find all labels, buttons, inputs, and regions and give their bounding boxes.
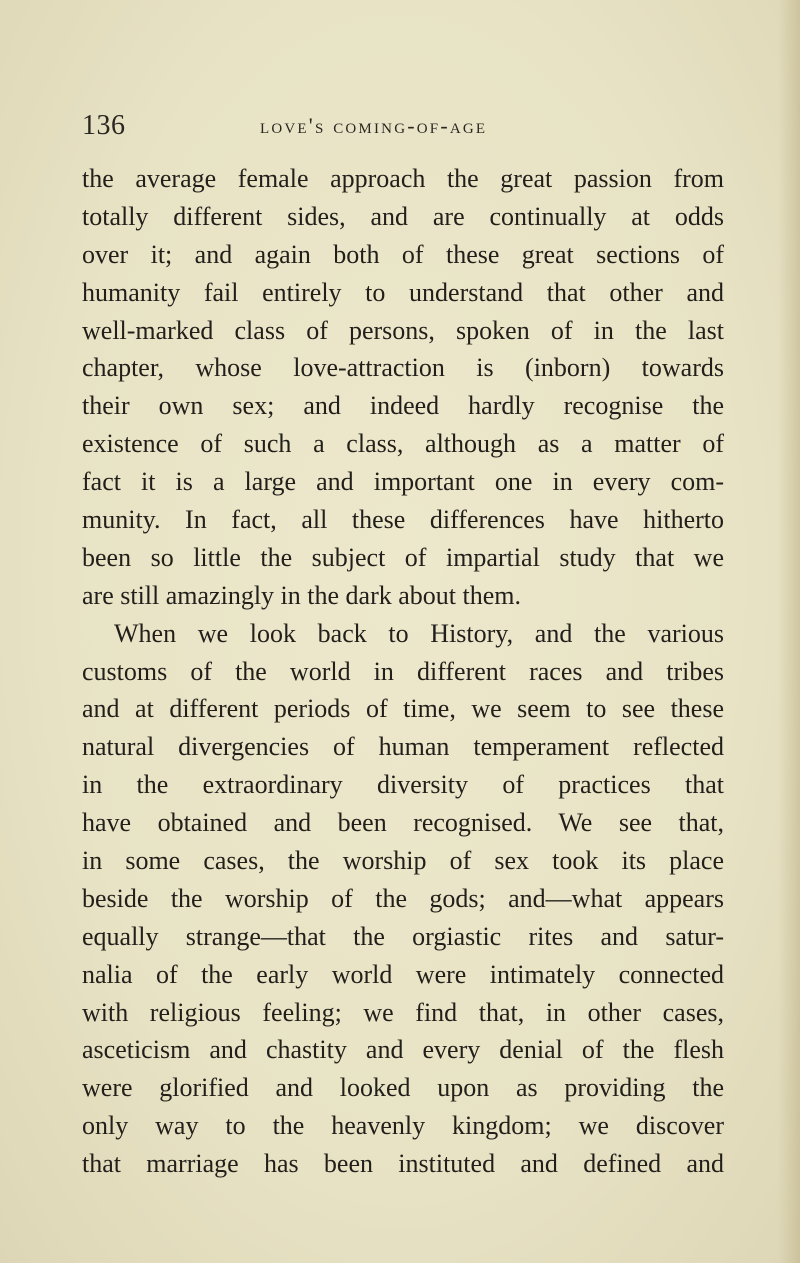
text-line: were glorified and looked upon as providing the bbox=[82, 1073, 724, 1103]
text-line: the average female approach the great passion from bbox=[82, 164, 724, 193]
text-line: in the extraordinary diversity of practices that bbox=[82, 770, 724, 800]
body-text bbox=[82, 160, 724, 1183]
page-edge-shadow bbox=[778, 0, 800, 1263]
text-line: munity. In fact, all these differences have hitherto bbox=[82, 505, 724, 535]
text-line: and at different periods of time, we seem to see these bbox=[82, 694, 724, 724]
text-line: beside the worship of the gods; and—what appears bbox=[82, 883, 724, 913]
text-line: their own sex; and indeed hardly recognise the bbox=[82, 391, 724, 421]
paragraph-end-line: are still amazingly in the dark about them. bbox=[82, 580, 521, 610]
text-line: have obtained and been recognised. We see that, bbox=[82, 808, 724, 838]
text-line: that marriage has been instituted and defined and bbox=[82, 1149, 724, 1179]
text-line: with religious feeling; we find that, in other cases, bbox=[82, 997, 724, 1027]
text-line: over it; and again both of these great sections of bbox=[82, 239, 724, 269]
book-title: love's coming-of-age bbox=[260, 113, 488, 138]
text-line: equally strange—that the orgiastic rites and satur- bbox=[82, 921, 724, 951]
running-head bbox=[82, 108, 722, 144]
text-line: well-marked class of persons, spoken of in the last bbox=[82, 315, 724, 345]
text-line: nalia of the early world were intimately connected bbox=[82, 959, 724, 989]
paragraph-start-line: When we look back to History, and the various bbox=[114, 618, 724, 648]
text-line: in some cases, the worship of sex took its place bbox=[82, 846, 724, 876]
text-line: existence of such a class, although as a matter of bbox=[82, 429, 724, 459]
page-number: 136 bbox=[82, 110, 126, 141]
text-line: only way to the heavenly kingdom; we discover bbox=[82, 1111, 724, 1141]
text-line: humanity fail entirely to understand that other and bbox=[82, 277, 724, 307]
text-line: fact it is a large and important one in every com- bbox=[82, 467, 724, 497]
text-line: been so little the subject of impartial study that we bbox=[82, 542, 724, 572]
text-line: asceticism and chastity and every denial of the flesh bbox=[82, 1035, 724, 1065]
text-line: natural divergencies of human temperament reflected bbox=[82, 732, 724, 762]
text-line: chapter, whose love-attraction is (inborn) towards bbox=[82, 353, 724, 383]
text-line: totally different sides, and are continually at odds bbox=[82, 201, 724, 231]
text-line: customs of the world in different races and tribes bbox=[82, 656, 724, 686]
